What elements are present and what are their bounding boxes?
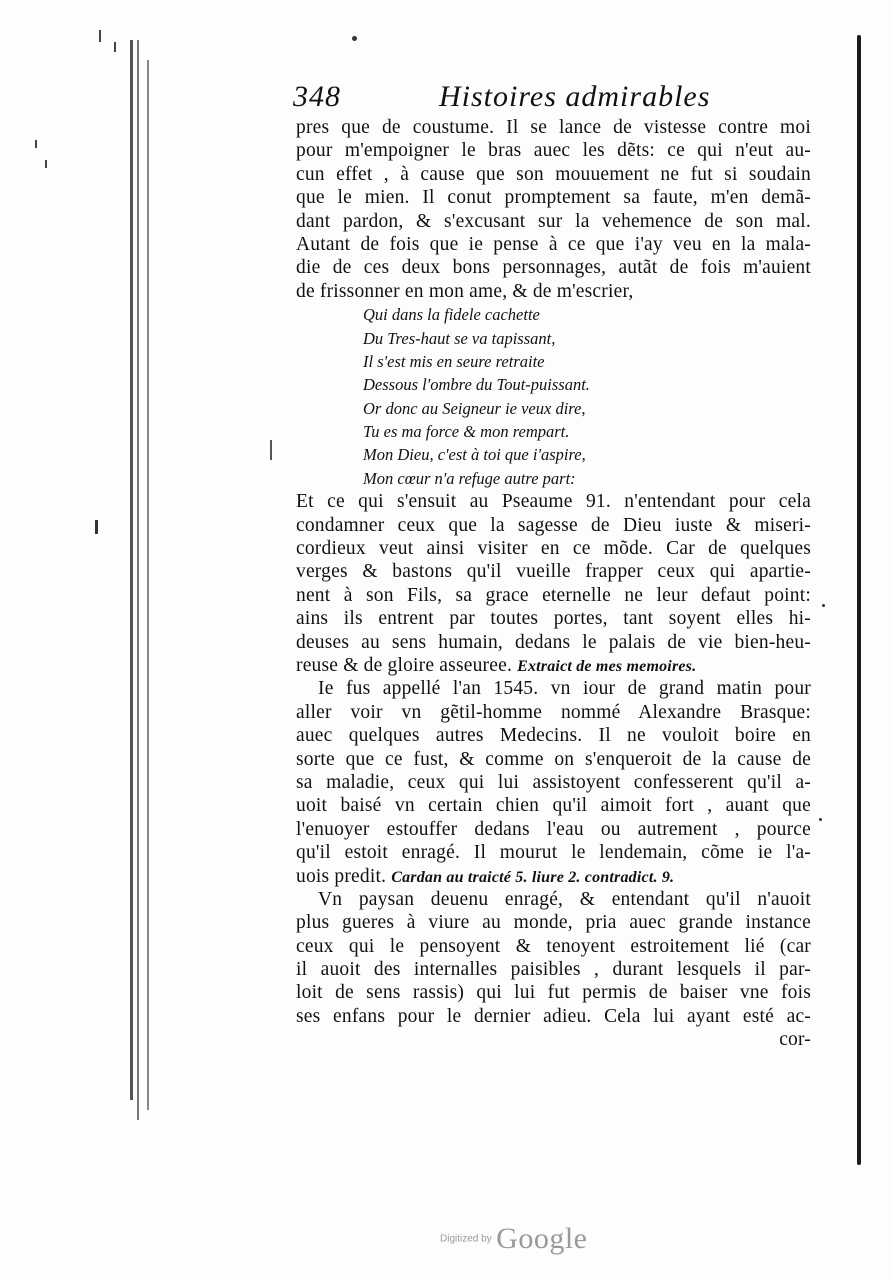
gutter-artifact [270,440,272,460]
watermark-logo-text: Google [496,1222,588,1255]
text-line: ains ils entrent par toutes portes, tant soyent elles hi- [296,608,811,630]
verse-line: Tu es ma force & mon rempart. [363,422,570,442]
text-line: qu'il estoit enragé. Il mourut le lendemain, cõme ie l'a- [296,842,811,864]
page-header [293,80,813,120]
text-line: condamner ceux que la sagesse de Dieu iuste & miseri- [296,514,811,536]
watermark-small-text: Digitized by [440,1233,492,1245]
text-line: loit de sens rassis) qui lui fut permis de baiser vne fois [296,982,811,1004]
paragraph-end-text: uois predit. [296,865,387,887]
scan-speck [822,604,825,607]
page-edge-rule [857,35,861,1165]
text-line: il auoit des internalles paisibles , durant lesquels il par- [296,959,811,981]
gutter-artifact [45,160,47,168]
text-line: de frissonner en mon ame, & de m'escrier, [296,280,634,302]
gutter-artifact [114,42,116,52]
marginal-citation: Cardan au traicté 5. liure 2. contradict. 9. [391,868,675,886]
verse-line: Du Tres-haut se va tapissant, [363,328,556,348]
text-line: plus gueres à viure au monde, pria auec grande instance [296,912,811,934]
digitization-watermark [440,1222,587,1256]
text-line: cordieux veut ainsi visiter en ce mõde. Car de quelques [296,538,811,560]
scan-speck [352,36,357,41]
text-line: Autant de fois que ie pense à ce que i'ay veu en la mala- [296,233,811,255]
text-line: ceux qui le pensoyent & tenoyent estroitement lié (car [296,935,811,957]
text-line: cun effet , à cause que son mouuement ne fut si soudain [296,163,811,185]
text-line: die de ces deux bons personnages, autãt de fois m'auient [296,257,811,279]
text-line: auec quelques autres Medecins. Il ne vouloit boire en [296,725,811,747]
text-line: pres que de coustume. Il se lance de vistesse contre moi [296,117,811,138]
text-line: l'enuoyer estouffer dedans l'eau ou autrement , pource [296,818,811,840]
text-line: aller voir vn gẽtil-homme nommé Alexandre Brasque: [296,701,811,723]
text-block [296,116,811,1052]
gutter-artifact [35,140,37,148]
gutter-artifact [137,40,139,1120]
text-line: nent à son Fils, sa grace eternelle ne leur defaut point: [296,584,811,606]
verse-line: Mon cœur n'a refuge autre part: [363,468,576,488]
text-line: pour m'empoigner le bras auec les dẽts: ce qui n'eut au- [296,140,811,162]
verse-line: Il s'est mis en seure retraite [363,351,545,371]
text-line: Vn paysan deuenu enragé, & entendant qu'il n'auoit [318,888,811,910]
gutter-artifact [95,520,98,534]
verse-line: Dessous l'ombre du Tout-puissant. [363,375,590,395]
text-line: que le mien. Il conut promptement sa faute, m'en demã- [296,187,811,209]
catchword: cor- [779,1029,811,1051]
gutter-artifact [130,40,133,1100]
verse-line: Qui dans la fidele cachette [363,305,540,325]
text-line: sa maladie, ceux qui lui assistoyent confesserent qu'il a- [296,771,811,793]
verse-line: Or donc au Seigneur ie veux dire, [363,398,586,418]
text-line [296,654,811,677]
running-title: Histoires admirables [439,80,711,113]
page-number: 348 [293,80,341,113]
text-line: dant pardon, & s'excusant sur la vehemence de son mal. [296,210,811,232]
text-line: Ie fus appellé l'an 1545. vn iour de grand matin pour [318,678,811,700]
gutter-artifact [99,30,101,42]
text-line: sorte que ce fust, & comme on s'enqueroit de la cause de [296,748,811,770]
text-line: verges & bastons qu'il vueille frapper ceux qui apartie- [296,561,811,583]
text-line: ses enfans pour le dernier adieu. Cela lui ayant esté ac- [296,1005,811,1027]
gutter-artifact [147,60,149,1110]
paragraph-end-text: reuse & de gloire asseuree. [296,654,513,676]
marginal-citation: Extraict de mes memoires. [517,657,697,675]
verse-line: Mon Dieu, c'est à toi que i'aspire, [363,445,586,465]
text-line: deuses au sens humain, dedans le palais de vie bien-heu- [296,631,811,653]
text-line: uoit baisé vn certain chien qu'il aimoit fort , auant que [296,795,811,817]
text-line [296,865,811,888]
scan-speck [819,818,822,821]
text-line: Et ce qui s'ensuit au Pseaume 91. n'entendant pour cela [296,491,811,513]
